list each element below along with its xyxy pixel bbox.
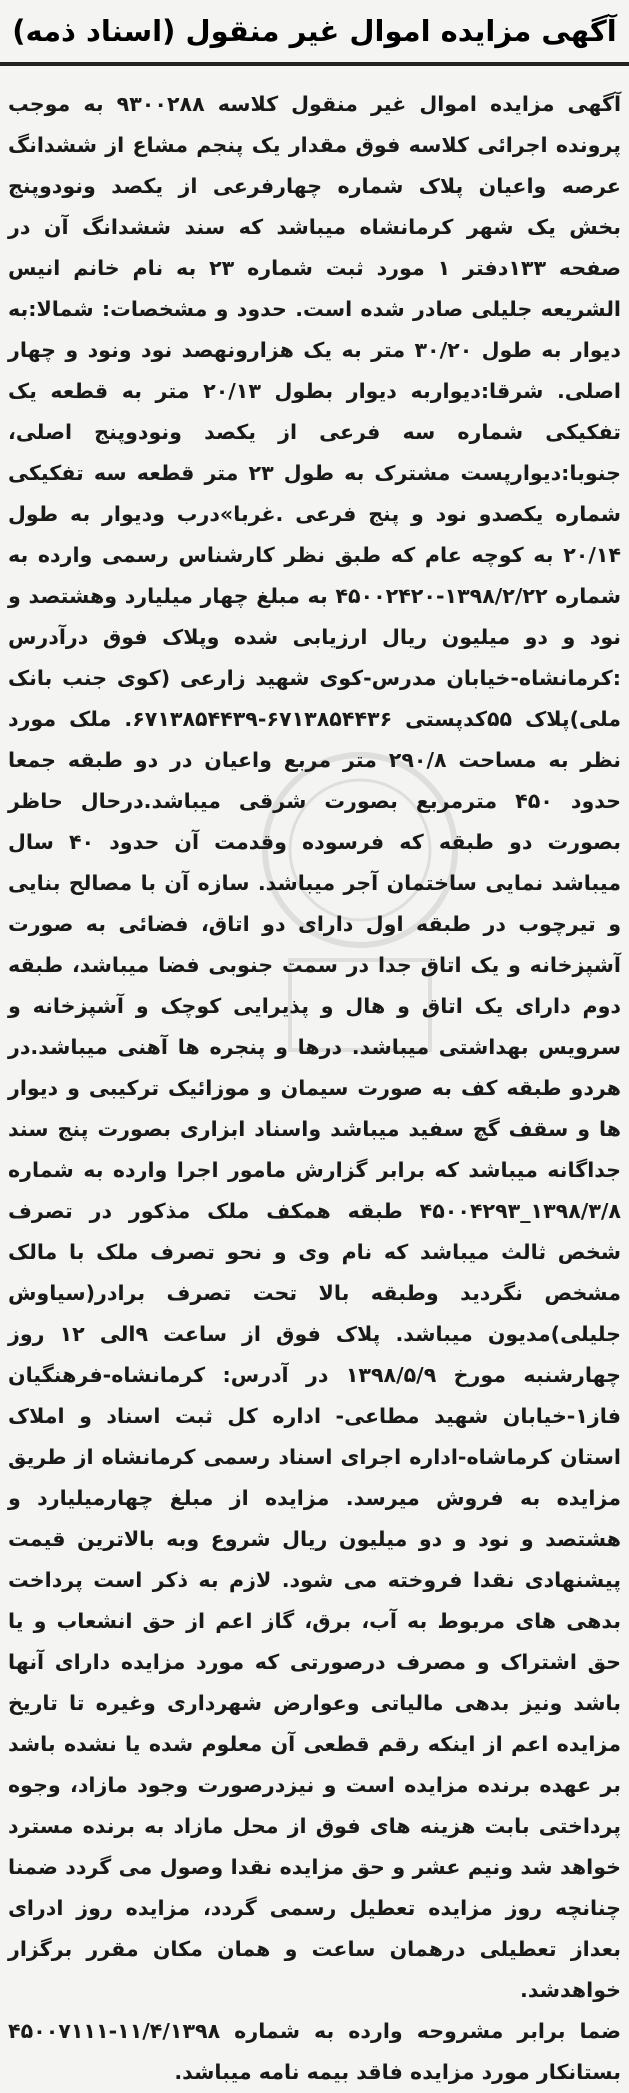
title-divider: [0, 62, 629, 66]
notice-title: آگهی مزایده اموال غیر منقول (اسناد ذمه): [12, 14, 617, 48]
notice-paragraph-closing: ضما برابر مشروحه وارده به شماره ۱۱/۴/۱۳۹۸-۴۵۰۰۷۱۱۱ بستانکار مورد مزایده فاقد بیمه نامه میباشد.: [8, 2019, 621, 2084]
notice-paragraph-main: آگهی مزایده اموال غیر منقول کلاسه ۹۳۰۰۲۸۸ به موجب پرونده اجرائی کلاسه فوق مقدار یک پنجم مشاع از ششدانگ عرصه واعیان پلاک شماره چهارفرعی از یکصد ونودوپنج بخش یک شهر کرمانشاه میباشد که سند ششدانگ آن در صفحه ۱۳۳دفتر ۱ مورد ثبت شماره ۲۳ به نام خانم انیس الشریعه جلیلی صادر شده است. حدود و مشخصات: شمالا:به دیوار به طول ۳۰/۲۰ متر به یک هزارونهصد نود ونود و چهار اصلی. شرقا:دیواربه دیوار بطول ۲۰/۱۳ متر به قطعه یک تفکیکی شماره سه فرعی از یکصد ونودوپنج اصلی، جنوبا:دیوارپست مشترک به طول ۲۳ متر قطعه سه تفکیکی شماره یکصدو نود و پنج فرعی .غربا»درب ودیوار به طول ۲۰/۱۴ به کوچه عام که طبق نظر کارشناس رسمی وارده به شماره ۱۳۹۸/۲/۲۲-۴۵۰۰۲۴۲۰ به مبلغ چهار میلیارد وهشتصد و نود و دو میلیون ریال ارزیابی شده وپلاک فوق درآدرس :کرمانشاه-خیابان مدرس-کوی شهید زارعی (کوی جنب بانک ملی)پلاک ۵۵کدپستی ۶۷۱۳۸۵۴۴۳۶-۶۷۱۳۸۵۴۴۳۹. ملک مورد نظر به مساحت ۲۹۰/۸ متر مربع واعیان در دو طبقه جمعا حدود ۴۵۰ مترمربع بصورت شرقی میباشد.درحال حاظر بصورت دو طبقه که فرسوده وقدمت آن حدود ۴۰ سال میباشد نمایی ساختمان آجر میباشد. سازه آن با مصالح بنایی و تیرچوب در طبقه اول دارای دو اتاق، فضائی به صورت آشپزخانه و یک اتاق جدا در سمت جنوبی فضا میباشد، طبقه دوم دارای یک اتاق و هال و پذیرایی کوچک و آشپزخانه و سرویس بهداشتی میباشد. درها و پنجره ها آهنی میباشد.در هردو طبقه کف به صورت سیمان و موزائیک ترکیبی و دیوار ها و سقف گچ سفید میباشد واسناد ابزاری بصورت پنج سند جداگانه میباشد که برابر گزارش مامور اجرا وارده به شماره ۱۳۹۸/۳/۸_۴۵۰۰۴۲۹۳ طبقه همکف ملک مذکور در تصرف شخص ثالث میباشد که نام وی و نحو تصرف ملک با مالک مشخص نگردید وطبقه بالا تحت تصرف برادر(سیاوش جلیلی)مدیون میباشد. پلاک فوق از ساعت ۹الی ۱۲ روز چهارشنبه مورخ ۱۳۹۸/۵/۹ در آدرس: کرمانشاه-فرهنگیان فاز۱-خیابان شهید مطاعی- اداره کل ثبت اسناد و املاک استان کرماشاه-اداره اجرای اسناد رسمی کرمانشاه از طریق مزایده به فروش میرسد. مزایده از مبلغ چهارمیلیارد و هشتصد و نود و دو میلیون ریال شروع وبه بالاترین قیمت پیشنهادی نقدا فروخته می شود. لازم به ذکر است پرداخت بدهی های مربوط به آب، برق، گاز اعم از حق انشعاب و یا حق اشتراک و مصرف درصورتی که مورد مزایده دارای آنها باشد ونیز بدهی مالیاتی وعوارض شهرداری وغیره تا تاریخ مزایده اعم از اینکه رقم قطعی آن معلوم شده یا نشده باشد بر عهده برنده مزایده است و نیزدرصورت وجود مازاد، وجوه پرداختی بابت هزینه های فوق از محل مازاد به برنده مسترد خواهد شد ونیم عشر و حق مزایده نقدا وصول می گردد ضمنا چنانچه روز مزایده تعطیل رسمی گردد، مزایده روز ادرای بعداز تعطیلی درهمان ساعت و همان مکان مقرر برگزار خواهدشد.: [8, 92, 622, 2002]
notice-body: [8, 84, 621, 2093]
notice-header: [0, 0, 629, 62]
